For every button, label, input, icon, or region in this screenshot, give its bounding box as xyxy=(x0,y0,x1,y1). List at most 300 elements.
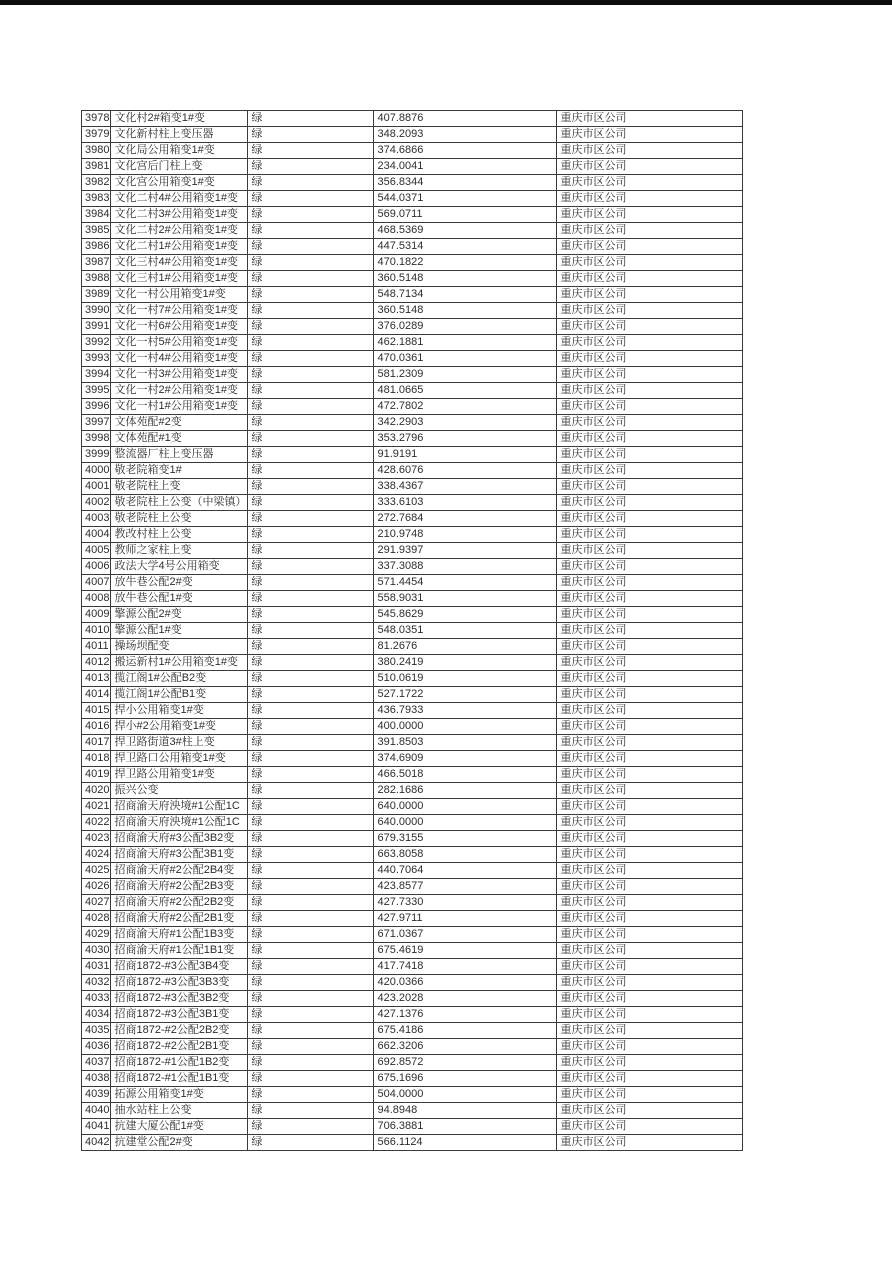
cell-company[interactable]: 重庆市区公司 xyxy=(557,1039,743,1055)
cell-name[interactable]: 文化一村5#公用箱变1#变 xyxy=(111,335,248,351)
cell-row-number[interactable]: 3990 xyxy=(82,303,111,319)
cell-value[interactable]: 374.6866 xyxy=(374,143,557,159)
cell-value[interactable]: 391.8503 xyxy=(374,735,557,751)
cell-value[interactable]: 81.2676 xyxy=(374,639,557,655)
cell-name[interactable]: 文化二村3#公用箱变1#变 xyxy=(111,207,248,223)
cell-value[interactable]: 420.0366 xyxy=(374,975,557,991)
cell-value[interactable]: 472.7802 xyxy=(374,399,557,415)
cell-status[interactable]: 绿 xyxy=(248,1087,374,1103)
cell-company[interactable]: 重庆市区公司 xyxy=(557,239,743,255)
cell-company[interactable]: 重庆市区公司 xyxy=(557,367,743,383)
cell-value[interactable]: 428.6076 xyxy=(374,463,557,479)
cell-company[interactable]: 重庆市区公司 xyxy=(557,607,743,623)
cell-value[interactable]: 380.2419 xyxy=(374,655,557,671)
cell-name[interactable]: 捍卫路公用箱变1#变 xyxy=(111,767,248,783)
cell-row-number[interactable]: 4023 xyxy=(82,831,111,847)
cell-company[interactable]: 重庆市区公司 xyxy=(557,463,743,479)
cell-name[interactable]: 招商1872-#2公配2B1变 xyxy=(111,1039,248,1055)
cell-row-number[interactable]: 4042 xyxy=(82,1135,111,1151)
cell-company[interactable]: 重庆市区公司 xyxy=(557,751,743,767)
cell-status[interactable]: 绿 xyxy=(248,495,374,511)
cell-row-number[interactable]: 4009 xyxy=(82,607,111,623)
cell-row-number[interactable]: 4039 xyxy=(82,1087,111,1103)
cell-value[interactable]: 679.3155 xyxy=(374,831,557,847)
cell-name[interactable]: 文化村2#箱变1#变 xyxy=(111,111,248,127)
cell-company[interactable]: 重庆市区公司 xyxy=(557,559,743,575)
cell-status[interactable]: 绿 xyxy=(248,735,374,751)
cell-name[interactable]: 敬老院柱上公变 xyxy=(111,511,248,527)
cell-name[interactable]: 整流器厂柱上变压器 xyxy=(111,447,248,463)
cell-company[interactable]: 重庆市区公司 xyxy=(557,847,743,863)
cell-name[interactable]: 招商1872-#3公配3B3变 xyxy=(111,975,248,991)
cell-status[interactable]: 绿 xyxy=(248,367,374,383)
cell-company[interactable]: 重庆市区公司 xyxy=(557,895,743,911)
cell-company[interactable]: 重庆市区公司 xyxy=(557,575,743,591)
cell-value[interactable]: 581.2309 xyxy=(374,367,557,383)
cell-value[interactable]: 675.4186 xyxy=(374,1023,557,1039)
cell-row-number[interactable]: 3980 xyxy=(82,143,111,159)
cell-name[interactable]: 文化局公用箱变1#变 xyxy=(111,143,248,159)
cell-value[interactable]: 527.1722 xyxy=(374,687,557,703)
cell-name[interactable]: 抗建大厦公配1#变 xyxy=(111,1119,248,1135)
cell-value[interactable]: 558.9031 xyxy=(374,591,557,607)
cell-name[interactable]: 拓源公用箱变1#变 xyxy=(111,1087,248,1103)
cell-value[interactable]: 671.0367 xyxy=(374,927,557,943)
cell-status[interactable]: 绿 xyxy=(248,831,374,847)
cell-name[interactable]: 文化一村3#公用箱变1#变 xyxy=(111,367,248,383)
cell-company[interactable]: 重庆市区公司 xyxy=(557,159,743,175)
cell-company[interactable]: 重庆市区公司 xyxy=(557,831,743,847)
cell-value[interactable]: 407.8876 xyxy=(374,111,557,127)
cell-name[interactable]: 文化一村6#公用箱变1#变 xyxy=(111,319,248,335)
cell-status[interactable]: 绿 xyxy=(248,223,374,239)
cell-name[interactable]: 文化一村4#公用箱变1#变 xyxy=(111,351,248,367)
cell-name[interactable]: 敬老院柱上变 xyxy=(111,479,248,495)
cell-status[interactable]: 绿 xyxy=(248,1007,374,1023)
cell-value[interactable]: 440.7064 xyxy=(374,863,557,879)
cell-value[interactable]: 333.6103 xyxy=(374,495,557,511)
cell-company[interactable]: 重庆市区公司 xyxy=(557,1135,743,1151)
cell-name[interactable]: 招商渝天府#1公配1B1变 xyxy=(111,943,248,959)
cell-row-number[interactable]: 4026 xyxy=(82,879,111,895)
cell-company[interactable]: 重庆市区公司 xyxy=(557,767,743,783)
cell-value[interactable]: 470.0361 xyxy=(374,351,557,367)
cell-name[interactable]: 抽水站柱上公变 xyxy=(111,1103,248,1119)
cell-row-number[interactable]: 3992 xyxy=(82,335,111,351)
cell-value[interactable]: 360.5148 xyxy=(374,271,557,287)
cell-name[interactable]: 招商1872-#3公配3B1变 xyxy=(111,1007,248,1023)
cell-status[interactable]: 绿 xyxy=(248,1039,374,1055)
cell-status[interactable]: 绿 xyxy=(248,1119,374,1135)
cell-status[interactable]: 绿 xyxy=(248,1135,374,1151)
cell-company[interactable]: 重庆市区公司 xyxy=(557,447,743,463)
cell-name[interactable]: 捍小公用箱变1#变 xyxy=(111,703,248,719)
cell-status[interactable]: 绿 xyxy=(248,687,374,703)
cell-name[interactable]: 擎源公配2#变 xyxy=(111,607,248,623)
cell-company[interactable]: 重庆市区公司 xyxy=(557,879,743,895)
cell-status[interactable]: 绿 xyxy=(248,543,374,559)
cell-name[interactable]: 放牛巷公配1#变 xyxy=(111,591,248,607)
cell-row-number[interactable]: 4016 xyxy=(82,719,111,735)
cell-row-number[interactable]: 4025 xyxy=(82,863,111,879)
cell-name[interactable]: 揽江阁1#公配B1变 xyxy=(111,687,248,703)
cell-name[interactable]: 擎源公配1#变 xyxy=(111,623,248,639)
cell-row-number[interactable]: 4014 xyxy=(82,687,111,703)
cell-status[interactable]: 绿 xyxy=(248,591,374,607)
cell-row-number[interactable]: 4000 xyxy=(82,463,111,479)
cell-row-number[interactable]: 4040 xyxy=(82,1103,111,1119)
cell-company[interactable]: 重庆市区公司 xyxy=(557,479,743,495)
cell-name[interactable]: 放牛巷公配2#变 xyxy=(111,575,248,591)
cell-name[interactable]: 招商1872-#3公配3B2变 xyxy=(111,991,248,1007)
cell-row-number[interactable]: 3981 xyxy=(82,159,111,175)
cell-status[interactable]: 绿 xyxy=(248,319,374,335)
cell-value[interactable]: 423.2028 xyxy=(374,991,557,1007)
cell-value[interactable]: 272.7684 xyxy=(374,511,557,527)
cell-name[interactable]: 敬老院箱变1# xyxy=(111,463,248,479)
cell-row-number[interactable]: 4028 xyxy=(82,911,111,927)
cell-company[interactable]: 重庆市区公司 xyxy=(557,495,743,511)
cell-value[interactable]: 210.9748 xyxy=(374,527,557,543)
cell-value[interactable]: 548.0351 xyxy=(374,623,557,639)
cell-company[interactable]: 重庆市区公司 xyxy=(557,431,743,447)
cell-value[interactable]: 640.0000 xyxy=(374,815,557,831)
cell-status[interactable]: 绿 xyxy=(248,895,374,911)
cell-name[interactable]: 文化新村柱上变压器 xyxy=(111,127,248,143)
cell-company[interactable]: 重庆市区公司 xyxy=(557,591,743,607)
cell-name[interactable]: 文化一村7#公用箱变1#变 xyxy=(111,303,248,319)
cell-name[interactable]: 文化二村2#公用箱变1#变 xyxy=(111,223,248,239)
cell-status[interactable]: 绿 xyxy=(248,639,374,655)
cell-company[interactable]: 重庆市区公司 xyxy=(557,639,743,655)
cell-value[interactable]: 510.0619 xyxy=(374,671,557,687)
cell-status[interactable]: 绿 xyxy=(248,975,374,991)
cell-name[interactable]: 操场坝配变 xyxy=(111,639,248,655)
cell-company[interactable]: 重庆市区公司 xyxy=(557,335,743,351)
cell-value[interactable]: 569.0711 xyxy=(374,207,557,223)
cell-company[interactable]: 重庆市区公司 xyxy=(557,719,743,735)
cell-value[interactable]: 423.8577 xyxy=(374,879,557,895)
cell-name[interactable]: 招商渝天府#3公配3B2变 xyxy=(111,831,248,847)
cell-status[interactable]: 绿 xyxy=(248,1103,374,1119)
cell-value[interactable]: 417.7418 xyxy=(374,959,557,975)
cell-name[interactable]: 文体苑配#2变 xyxy=(111,415,248,431)
cell-row-number[interactable]: 3988 xyxy=(82,271,111,287)
cell-status[interactable]: 绿 xyxy=(248,767,374,783)
cell-row-number[interactable]: 3986 xyxy=(82,239,111,255)
cell-row-number[interactable]: 4012 xyxy=(82,655,111,671)
cell-value[interactable]: 462.1881 xyxy=(374,335,557,351)
cell-value[interactable]: 675.1696 xyxy=(374,1071,557,1087)
cell-value[interactable]: 447.5314 xyxy=(374,239,557,255)
cell-company[interactable]: 重庆市区公司 xyxy=(557,287,743,303)
cell-status[interactable]: 绿 xyxy=(248,927,374,943)
cell-status[interactable]: 绿 xyxy=(248,623,374,639)
cell-status[interactable]: 绿 xyxy=(248,1055,374,1071)
cell-status[interactable]: 绿 xyxy=(248,847,374,863)
cell-status[interactable]: 绿 xyxy=(248,991,374,1007)
cell-status[interactable]: 绿 xyxy=(248,1071,374,1087)
cell-value[interactable]: 640.0000 xyxy=(374,799,557,815)
cell-row-number[interactable]: 3979 xyxy=(82,127,111,143)
cell-name[interactable]: 捍卫路街道3#柱上变 xyxy=(111,735,248,751)
cell-company[interactable]: 重庆市区公司 xyxy=(557,623,743,639)
cell-company[interactable]: 重庆市区公司 xyxy=(557,175,743,191)
cell-company[interactable]: 重庆市区公司 xyxy=(557,223,743,239)
cell-value[interactable]: 468.5369 xyxy=(374,223,557,239)
cell-status[interactable]: 绿 xyxy=(248,255,374,271)
cell-row-number[interactable]: 4027 xyxy=(82,895,111,911)
cell-row-number[interactable]: 3985 xyxy=(82,223,111,239)
cell-status[interactable]: 绿 xyxy=(248,463,374,479)
cell-value[interactable]: 348.2093 xyxy=(374,127,557,143)
cell-company[interactable]: 重庆市区公司 xyxy=(557,511,743,527)
cell-status[interactable]: 绿 xyxy=(248,1023,374,1039)
cell-name[interactable]: 文体苑配#1变 xyxy=(111,431,248,447)
cell-row-number[interactable]: 4031 xyxy=(82,959,111,975)
cell-company[interactable]: 重庆市区公司 xyxy=(557,959,743,975)
cell-status[interactable]: 绿 xyxy=(248,207,374,223)
cell-value[interactable]: 291.9397 xyxy=(374,543,557,559)
cell-status[interactable]: 绿 xyxy=(248,383,374,399)
cell-value[interactable]: 544.0371 xyxy=(374,191,557,207)
cell-name[interactable]: 文化宫公用箱变1#变 xyxy=(111,175,248,191)
cell-status[interactable]: 绿 xyxy=(248,911,374,927)
cell-name[interactable]: 招商1872-#1公配1B1变 xyxy=(111,1071,248,1087)
cell-company[interactable]: 重庆市区公司 xyxy=(557,863,743,879)
cell-value[interactable]: 566.1124 xyxy=(374,1135,557,1151)
cell-status[interactable]: 绿 xyxy=(248,415,374,431)
cell-company[interactable]: 重庆市区公司 xyxy=(557,1023,743,1039)
cell-value[interactable]: 504.0000 xyxy=(374,1087,557,1103)
cell-name[interactable]: 招商渝天府#2公配2B3变 xyxy=(111,879,248,895)
cell-status[interactable]: 绿 xyxy=(248,671,374,687)
cell-row-number[interactable]: 3991 xyxy=(82,319,111,335)
cell-name[interactable]: 招商1872-#3公配3B4变 xyxy=(111,959,248,975)
cell-status[interactable]: 绿 xyxy=(248,335,374,351)
cell-status[interactable]: 绿 xyxy=(248,447,374,463)
cell-row-number[interactable]: 4008 xyxy=(82,591,111,607)
cell-status[interactable]: 绿 xyxy=(248,607,374,623)
cell-row-number[interactable]: 3998 xyxy=(82,431,111,447)
cell-name[interactable]: 文化一村1#公用箱变1#变 xyxy=(111,399,248,415)
cell-value[interactable]: 706.3881 xyxy=(374,1119,557,1135)
cell-company[interactable]: 重庆市区公司 xyxy=(557,143,743,159)
cell-row-number[interactable]: 3982 xyxy=(82,175,111,191)
cell-row-number[interactable]: 3993 xyxy=(82,351,111,367)
cell-row-number[interactable]: 4015 xyxy=(82,703,111,719)
cell-name[interactable]: 文化三村4#公用箱变1#变 xyxy=(111,255,248,271)
cell-company[interactable]: 重庆市区公司 xyxy=(557,687,743,703)
cell-name[interactable]: 抗建堂公配2#变 xyxy=(111,1135,248,1151)
cell-row-number[interactable]: 4030 xyxy=(82,943,111,959)
cell-name[interactable]: 招商渝天府#3公配3B1变 xyxy=(111,847,248,863)
cell-status[interactable]: 绿 xyxy=(248,191,374,207)
cell-name[interactable]: 招商1872-#1公配1B2变 xyxy=(111,1055,248,1071)
cell-name[interactable]: 招商渝天府#2公配2B1变 xyxy=(111,911,248,927)
cell-company[interactable]: 重庆市区公司 xyxy=(557,799,743,815)
cell-value[interactable]: 282.1686 xyxy=(374,783,557,799)
cell-company[interactable]: 重庆市区公司 xyxy=(557,815,743,831)
cell-name[interactable]: 招商渝天府#2公配2B2变 xyxy=(111,895,248,911)
cell-row-number[interactable]: 4004 xyxy=(82,527,111,543)
cell-company[interactable]: 重庆市区公司 xyxy=(557,1087,743,1103)
cell-status[interactable]: 绿 xyxy=(248,111,374,127)
cell-status[interactable]: 绿 xyxy=(248,783,374,799)
cell-name[interactable]: 搬运新村1#公用箱变1#变 xyxy=(111,655,248,671)
cell-row-number[interactable]: 3994 xyxy=(82,367,111,383)
cell-company[interactable]: 重庆市区公司 xyxy=(557,255,743,271)
cell-value[interactable]: 360.5148 xyxy=(374,303,557,319)
cell-value[interactable]: 427.7330 xyxy=(374,895,557,911)
cell-value[interactable]: 427.9711 xyxy=(374,911,557,927)
cell-value[interactable]: 548.7134 xyxy=(374,287,557,303)
cell-row-number[interactable]: 4011 xyxy=(82,639,111,655)
cell-name[interactable]: 文化二村4#公用箱变1#变 xyxy=(111,191,248,207)
cell-value[interactable]: 662.3206 xyxy=(374,1039,557,1055)
cell-row-number[interactable]: 4038 xyxy=(82,1071,111,1087)
cell-row-number[interactable]: 3996 xyxy=(82,399,111,415)
cell-value[interactable]: 353.2796 xyxy=(374,431,557,447)
cell-row-number[interactable]: 4024 xyxy=(82,847,111,863)
cell-value[interactable]: 400.0000 xyxy=(374,719,557,735)
cell-status[interactable]: 绿 xyxy=(248,527,374,543)
cell-name[interactable]: 文化一村公用箱变1#变 xyxy=(111,287,248,303)
cell-status[interactable]: 绿 xyxy=(248,143,374,159)
cell-value[interactable]: 571.4454 xyxy=(374,575,557,591)
cell-name[interactable]: 招商渝天府泱境#1公配1C xyxy=(111,799,248,815)
cell-company[interactable]: 重庆市区公司 xyxy=(557,975,743,991)
cell-status[interactable]: 绿 xyxy=(248,511,374,527)
cell-name[interactable]: 文化三村1#公用箱变1#变 xyxy=(111,271,248,287)
cell-status[interactable]: 绿 xyxy=(248,479,374,495)
cell-status[interactable]: 绿 xyxy=(248,399,374,415)
cell-company[interactable]: 重庆市区公司 xyxy=(557,127,743,143)
cell-company[interactable]: 重庆市区公司 xyxy=(557,1103,743,1119)
cell-company[interactable]: 重庆市区公司 xyxy=(557,543,743,559)
cell-row-number[interactable]: 4021 xyxy=(82,799,111,815)
cell-status[interactable]: 绿 xyxy=(248,303,374,319)
cell-row-number[interactable]: 4010 xyxy=(82,623,111,639)
cell-status[interactable]: 绿 xyxy=(248,575,374,591)
cell-value[interactable]: 481.0665 xyxy=(374,383,557,399)
cell-company[interactable]: 重庆市区公司 xyxy=(557,399,743,415)
cell-row-number[interactable]: 4036 xyxy=(82,1039,111,1055)
cell-status[interactable]: 绿 xyxy=(248,799,374,815)
cell-name[interactable]: 文化二村1#公用箱变1#变 xyxy=(111,239,248,255)
cell-status[interactable]: 绿 xyxy=(248,431,374,447)
cell-company[interactable]: 重庆市区公司 xyxy=(557,415,743,431)
cell-name[interactable]: 教改村柱上公变 xyxy=(111,527,248,543)
cell-company[interactable]: 重庆市区公司 xyxy=(557,111,743,127)
cell-company[interactable]: 重庆市区公司 xyxy=(557,527,743,543)
cell-value[interactable]: 356.8344 xyxy=(374,175,557,191)
cell-status[interactable]: 绿 xyxy=(248,943,374,959)
cell-row-number[interactable]: 4019 xyxy=(82,767,111,783)
cell-row-number[interactable]: 4002 xyxy=(82,495,111,511)
cell-row-number[interactable]: 3987 xyxy=(82,255,111,271)
cell-row-number[interactable]: 3978 xyxy=(82,111,111,127)
cell-status[interactable]: 绿 xyxy=(248,127,374,143)
cell-row-number[interactable]: 4018 xyxy=(82,751,111,767)
cell-company[interactable]: 重庆市区公司 xyxy=(557,191,743,207)
cell-value[interactable]: 466.5018 xyxy=(374,767,557,783)
cell-row-number[interactable]: 4022 xyxy=(82,815,111,831)
cell-value[interactable]: 427.1376 xyxy=(374,1007,557,1023)
cell-status[interactable]: 绿 xyxy=(248,351,374,367)
cell-row-number[interactable]: 4041 xyxy=(82,1119,111,1135)
cell-row-number[interactable]: 4017 xyxy=(82,735,111,751)
cell-row-number[interactable]: 4013 xyxy=(82,671,111,687)
cell-row-number[interactable]: 4037 xyxy=(82,1055,111,1071)
cell-company[interactable]: 重庆市区公司 xyxy=(557,1055,743,1071)
cell-value[interactable]: 675.4619 xyxy=(374,943,557,959)
cell-value[interactable]: 436.7933 xyxy=(374,703,557,719)
cell-company[interactable]: 重庆市区公司 xyxy=(557,655,743,671)
cell-company[interactable]: 重庆市区公司 xyxy=(557,271,743,287)
cell-status[interactable]: 绿 xyxy=(248,751,374,767)
cell-status[interactable]: 绿 xyxy=(248,287,374,303)
cell-row-number[interactable]: 3983 xyxy=(82,191,111,207)
cell-name[interactable]: 政法大学4号公用箱变 xyxy=(111,559,248,575)
cell-name[interactable]: 文化宫后门柱上变 xyxy=(111,159,248,175)
cell-value[interactable]: 470.1822 xyxy=(374,255,557,271)
cell-value[interactable]: 692.8572 xyxy=(374,1055,557,1071)
cell-name[interactable]: 文化一村2#公用箱变1#变 xyxy=(111,383,248,399)
cell-value[interactable]: 234.0041 xyxy=(374,159,557,175)
cell-row-number[interactable]: 4029 xyxy=(82,927,111,943)
cell-status[interactable]: 绿 xyxy=(248,863,374,879)
cell-row-number[interactable]: 4020 xyxy=(82,783,111,799)
cell-company[interactable]: 重庆市区公司 xyxy=(557,1007,743,1023)
cell-company[interactable]: 重庆市区公司 xyxy=(557,911,743,927)
cell-status[interactable]: 绿 xyxy=(248,159,374,175)
cell-company[interactable]: 重庆市区公司 xyxy=(557,991,743,1007)
cell-name[interactable]: 敬老院柱上公变（中梁镇） xyxy=(111,495,248,511)
cell-name[interactable]: 招商渝天府#1公配1B3变 xyxy=(111,927,248,943)
cell-row-number[interactable]: 4006 xyxy=(82,559,111,575)
cell-value[interactable]: 545.8629 xyxy=(374,607,557,623)
cell-row-number[interactable]: 4003 xyxy=(82,511,111,527)
cell-status[interactable]: 绿 xyxy=(248,559,374,575)
cell-company[interactable]: 重庆市区公司 xyxy=(557,319,743,335)
cell-company[interactable]: 重庆市区公司 xyxy=(557,703,743,719)
cell-name[interactable]: 捍卫路口公用箱变1#变 xyxy=(111,751,248,767)
cell-row-number[interactable]: 3995 xyxy=(82,383,111,399)
cell-company[interactable]: 重庆市区公司 xyxy=(557,1119,743,1135)
cell-row-number[interactable]: 3984 xyxy=(82,207,111,223)
cell-value[interactable]: 338.4367 xyxy=(374,479,557,495)
cell-value[interactable]: 91.9191 xyxy=(374,447,557,463)
cell-status[interactable]: 绿 xyxy=(248,655,374,671)
cell-status[interactable]: 绿 xyxy=(248,815,374,831)
cell-status[interactable]: 绿 xyxy=(248,271,374,287)
cell-name[interactable]: 振兴公变 xyxy=(111,783,248,799)
cell-row-number[interactable]: 3999 xyxy=(82,447,111,463)
cell-status[interactable]: 绿 xyxy=(248,879,374,895)
cell-row-number[interactable]: 4007 xyxy=(82,575,111,591)
cell-value[interactable]: 337.3088 xyxy=(374,559,557,575)
cell-row-number[interactable]: 4032 xyxy=(82,975,111,991)
cell-value[interactable]: 342.2903 xyxy=(374,415,557,431)
cell-company[interactable]: 重庆市区公司 xyxy=(557,351,743,367)
cell-value[interactable]: 663.8058 xyxy=(374,847,557,863)
cell-name[interactable]: 招商渝天府泱境#1公配1C xyxy=(111,815,248,831)
cell-status[interactable]: 绿 xyxy=(248,175,374,191)
cell-company[interactable]: 重庆市区公司 xyxy=(557,943,743,959)
cell-value[interactable]: 94.8948 xyxy=(374,1103,557,1119)
cell-row-number[interactable]: 4033 xyxy=(82,991,111,1007)
